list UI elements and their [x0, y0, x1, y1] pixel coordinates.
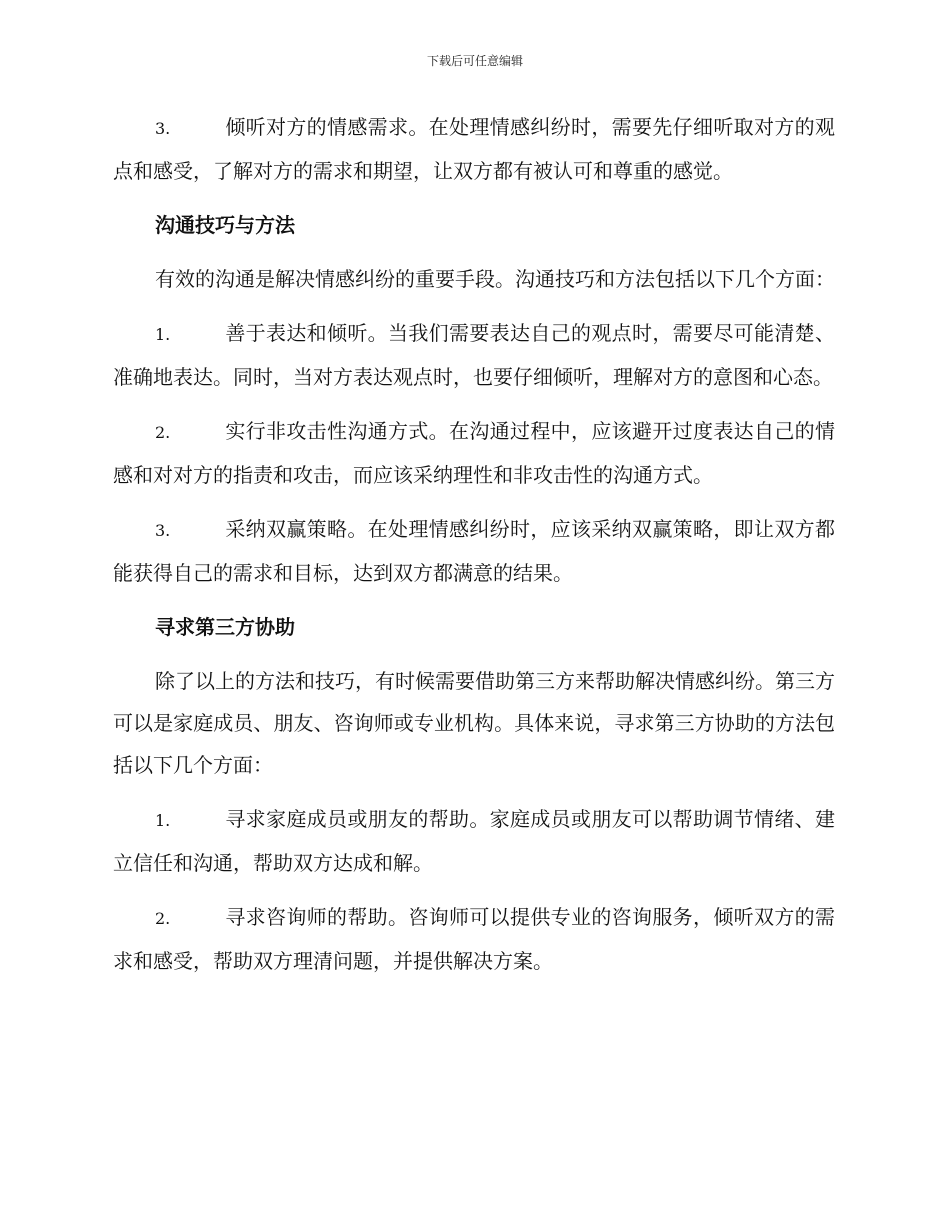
list-item: [113, 508, 835, 594]
list-item-text: 采纳双赢策略。在处理情感纠纷时，应该采纳双赢策略，即让双方都能获得自己的需求和目标，达到双方都满意的结果。: [113, 517, 835, 585]
list-item: [113, 896, 835, 982]
list-item: [113, 798, 835, 884]
list-number: 1.: [155, 325, 171, 344]
list-item: [113, 106, 835, 192]
section-heading: 寻求第三方协助: [155, 615, 295, 639]
section-heading: 沟通技巧与方法: [155, 213, 295, 237]
paragraph: 除了以上的方法和技巧，有时候需要借助第三方来帮助解决情感纠纷。第三方可以是家庭成员、朋友、咨询师或专业机构。具体来说，寻求第三方协助的方法包括以下几个方面：: [113, 669, 835, 777]
paragraph: 有效的沟通是解决情感纠纷的重要手段。沟通技巧和方法包括以下几个方面：: [155, 267, 835, 291]
document-body: [113, 106, 835, 982]
list-item-text: 倾听对方的情感需求。在处理情感纠纷时，需要先仔细听取对方的观点和感受，了解对方的需求和期望，让双方都有被认可和尊重的感觉。: [113, 115, 835, 183]
list-item-text: 实行非攻击性沟通方式。在沟通过程中，应该避开过度表达自己的情感和对对方的指责和攻击，而应该采纳理性和非攻击性的沟通方式。: [113, 419, 835, 487]
list-item-text: 善于表达和倾听。当我们需要表达自己的观点时，需要尽可能清楚、准确地表达。同时，当对方表达观点时，也要仔细倾听，理解对方的意图和心态。: [113, 321, 835, 389]
list-item: [113, 410, 835, 496]
list-number: 2.: [155, 909, 171, 928]
list-item-text: 寻求咨询师的帮助。咨询师可以提供专业的咨询服务，倾听双方的需求和感受，帮助双方理清问题，并提供解决方案。: [113, 905, 835, 973]
list-item: [113, 312, 835, 398]
list-number: 3.: [155, 521, 171, 540]
list-number: 2.: [155, 423, 171, 442]
list-number: 3.: [155, 119, 171, 138]
list-item-text: 寻求家庭成员或朋友的帮助。家庭成员或朋友可以帮助调节情绪、建立信任和沟通，帮助双方达成和解。: [113, 807, 835, 875]
list-number: 1.: [155, 811, 171, 830]
page-header: 下载后可任意编辑: [426, 54, 523, 68]
